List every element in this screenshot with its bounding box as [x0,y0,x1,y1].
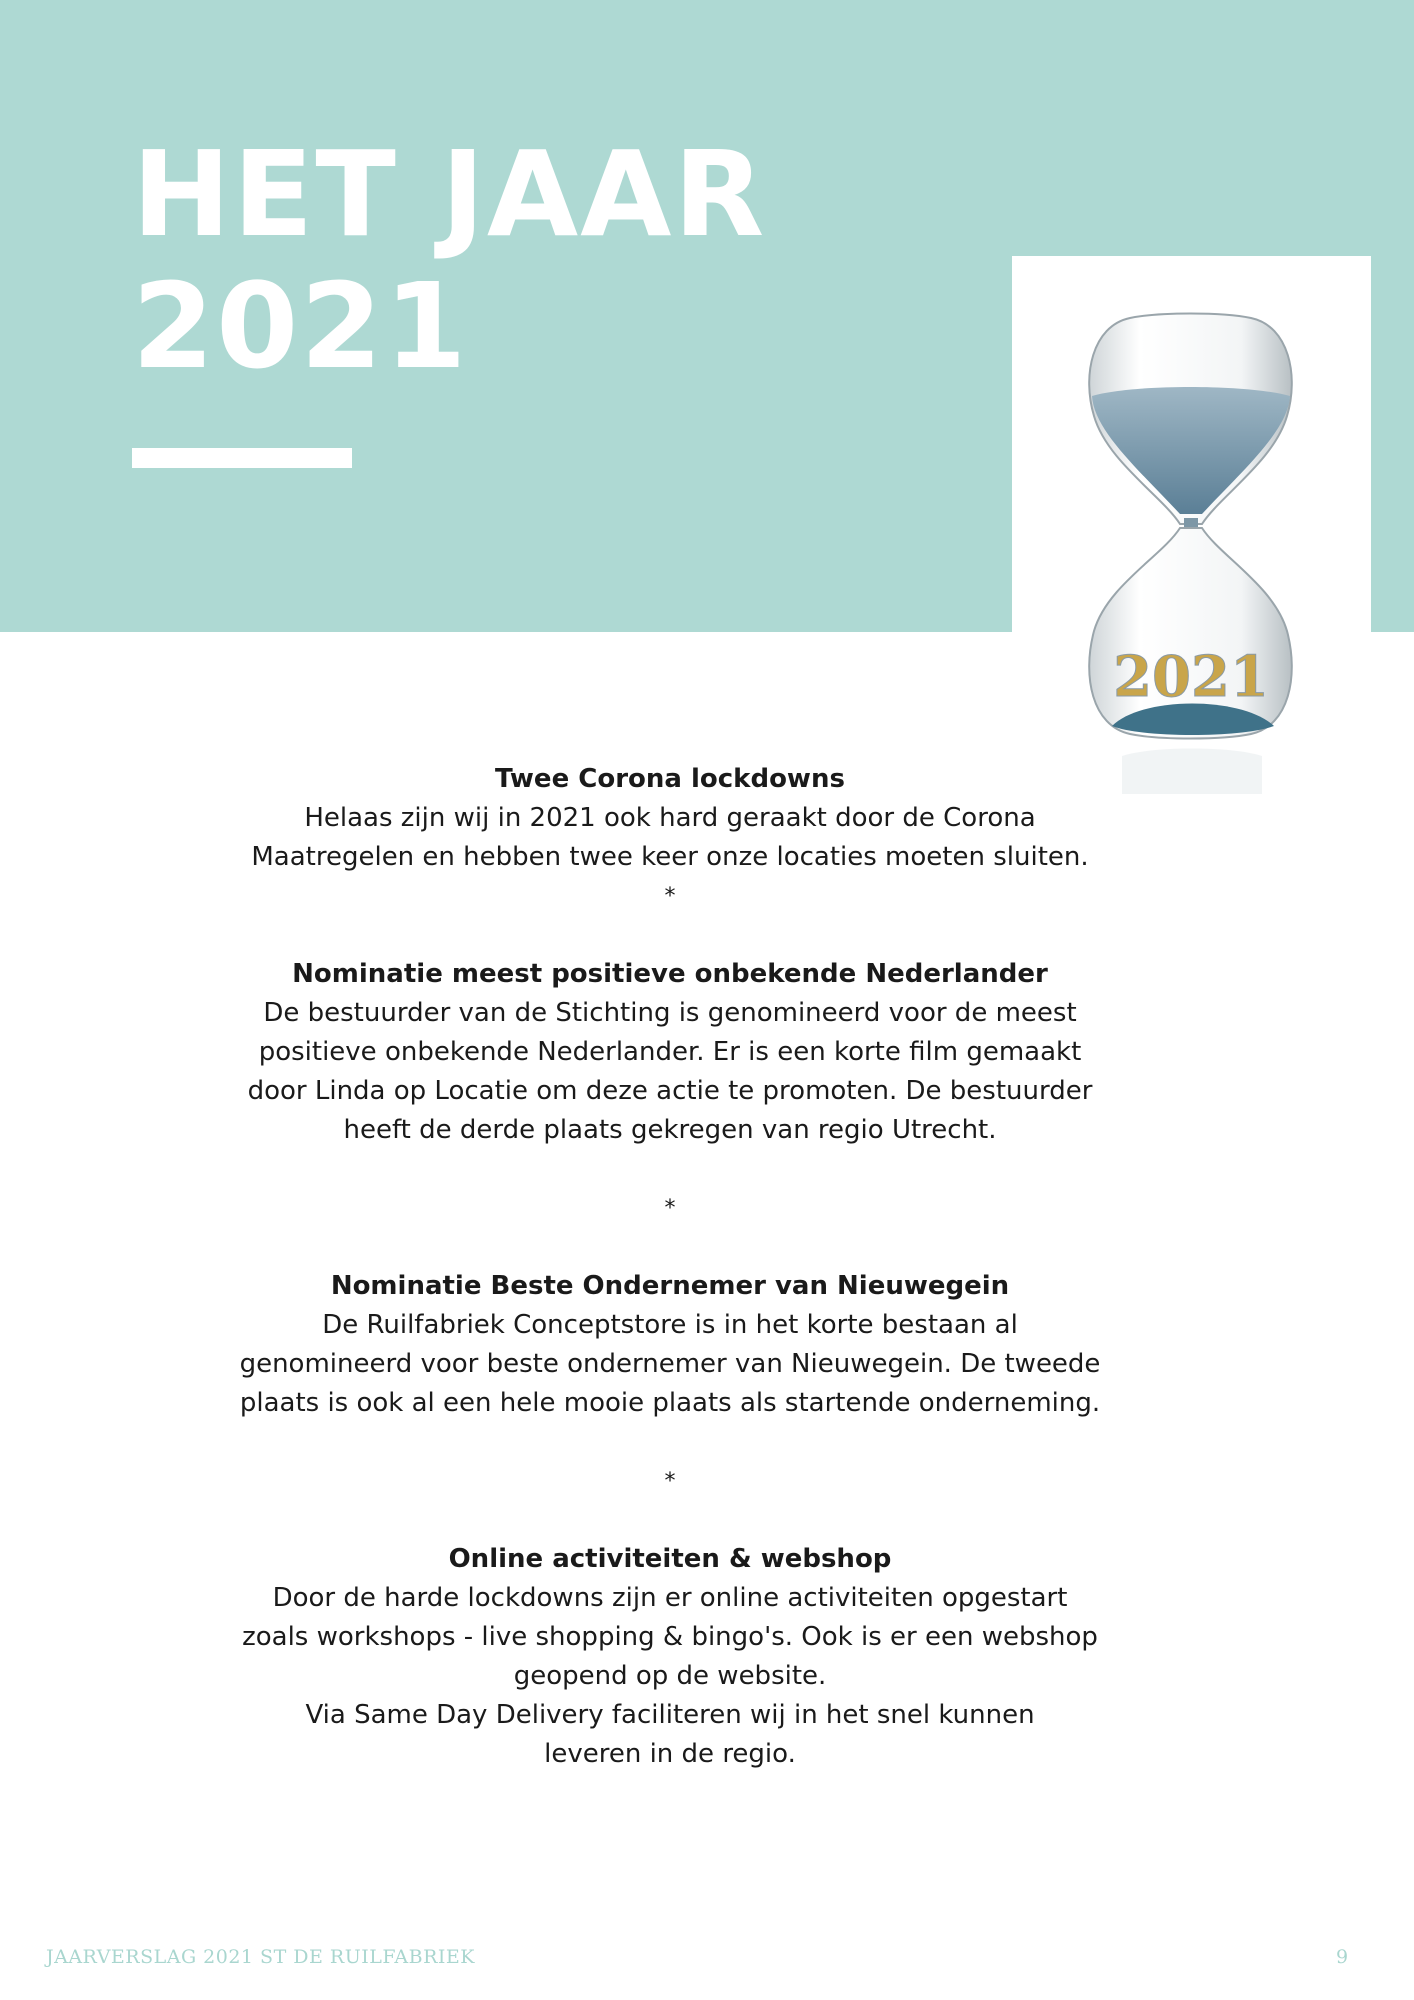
section-line: genomineerd voor beste ondernemer van Nieuwegein. De tweede [239,1349,1101,1379]
title-line-1: HET JAAR [132,125,767,263]
section-line: De Ruilfabriek Conceptstore is in het korte bestaan al [322,1310,1018,1340]
section-line: zoals workshops - live shopping & bingo's. Ook is er een webshop [242,1622,1098,1652]
section-line: De bestuurder van de Stichting is genomineerd voor de meest [263,998,1077,1028]
page-number: 9 [1336,1946,1349,1968]
footer-title: JAARVERSLAG 2021 ST DE RUILFABRIEK [46,1946,475,1968]
section-line: heeft de derde plaats gekregen van regio Utrecht. [343,1115,997,1145]
section-line: Door de harde lockdowns zijn er online activiteiten opgestart [272,1583,1068,1613]
section-nominatie-nederlander [170,955,1170,1228]
section-nominatie-ondernemer [170,1267,1170,1501]
title-underline [132,448,352,468]
section-online [170,1540,1170,1774]
separator: * [664,1196,676,1221]
year-text: 2021 [1113,644,1269,710]
title-line-2: 2021 [132,257,469,395]
separator: * [664,1469,676,1494]
section-line: Helaas zijn wij in 2021 ook hard geraakt door de Corona [304,803,1036,833]
hourglass-image [1012,256,1371,794]
page-title [132,125,767,395]
section-line: leveren in de regio. [544,1739,796,1769]
section-title: Nominatie meest positieve onbekende Nederlander [292,959,1048,989]
section-title: Twee Corona lockdowns [495,764,845,794]
section-line: Via Same Day Delivery faciliteren wij in het snel kunnen [305,1700,1035,1730]
section-title: Nominatie Beste Ondernemer van Nieuwegein [330,1271,1010,1301]
section-corona [170,760,1170,916]
separator: * [664,884,676,909]
section-title: Online activiteiten & webshop [448,1544,892,1574]
section-line: door Linda op Locatie om deze actie te promoten. De bestuurder [247,1076,1093,1106]
section-line: geopend op de website. [513,1661,827,1691]
section-line: plaats is ook al een hele mooie plaats als startende onderneming. [239,1388,1101,1418]
section-line: positieve onbekende Nederlander. Er is een korte film gemaakt [258,1037,1082,1067]
content-body [170,760,1170,1774]
upper-sand [1092,387,1290,514]
hourglass-icon [1012,256,1371,794]
section-line: Maatregelen en hebben twee keer onze locaties moeten sluiten. [251,842,1089,872]
